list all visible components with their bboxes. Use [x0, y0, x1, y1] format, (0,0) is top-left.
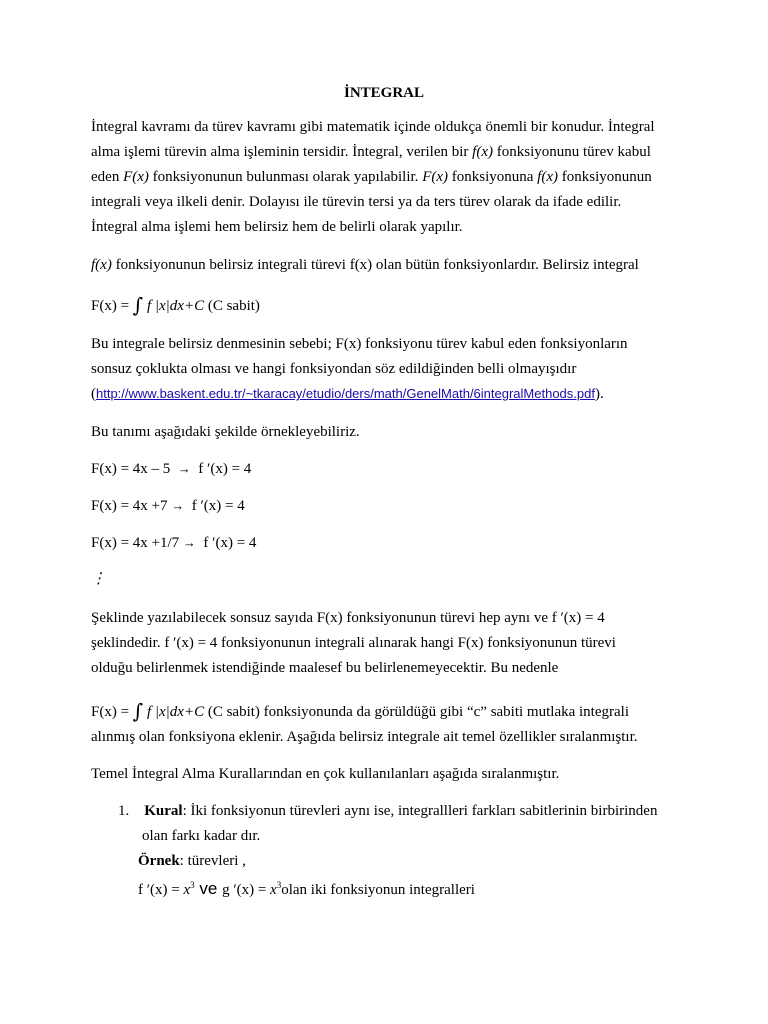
page-title: İNTEGRAL — [343, 85, 425, 101]
paragraph-1-line-2: alma işlemi türevin alma işleminin tersidir. İntegral, verilen bir f(x) fonksiyonunu türev kabul — [91, 144, 651, 160]
list-number: 1. — [118, 803, 130, 819]
paragraph-1-line-4: integrali veya ilkeli denir. Dolayısı ile türevin tersi ya da ters türev olarak da ifade edilir. — [91, 194, 622, 210]
example-line-2: F(x) = 4x +7 → f ′(x) = 4 — [91, 498, 245, 514]
paragraph-4: Bu tanımı aşağıdaki şekilde örnekleyebiliriz. — [91, 424, 360, 440]
example-line-1: F(x) = 4x – 5 → f ′(x) = 4 — [91, 461, 252, 477]
ellipsis-dots: ⋮ — [91, 571, 106, 587]
arrow-icon: → — [171, 498, 185, 513]
paragraph-3-line-2: sonsuz çoklukta olması ve hangi fonksiyondan söz edildiğinden belli olmayışıdır — [91, 361, 577, 377]
integral-sign-icon: ∫ — [132, 293, 144, 317]
rule-1-example-formula: f $'(x) = x^3$ ve g $'(x) = x^3olan$ iki fonksiyonun integralleri — [138, 879, 475, 898]
paragraph-5-line-2: şeklindedir. f ′(x) = 4 fonksiyonunun integrali alınarak hangi F(x) fonksiyonunun türevi — [91, 635, 616, 651]
paragraph-3-line-1: Bu integrale belirsiz denmesinin sebebi; F(x) fonksiyonu türev kabul eden fonksiyonların — [91, 336, 628, 352]
paragraph-6: alınmış olan fonksiyona eklenir. Aşağıda belirsiz integrale ait temel özellikler sıralanmıştır. — [91, 729, 638, 745]
reference-link[interactable]: http://www.baskent.edu.tr/~tkaracay/etudio/ders/math/GenelMath/6integralMethods.pdf — [96, 386, 595, 401]
formula-constant-c: F(x) = ∫ f |x|dx+C (C sabit) fonksiyonunda da görüldüğü gibi “c” sabiti mutlaka integrali — [91, 699, 629, 723]
paragraph-7: Temel İntegral Alma Kurallarından en çok kullanılanları aşağıda sıralanmıştır. — [91, 766, 560, 782]
paragraph-5-line-3: olduğu belirlenmek istendiğinde maalesef bu belirlenemeyecektir. Bu nedenle — [91, 660, 559, 676]
arrow-icon: → — [182, 535, 196, 550]
paragraph-3-line-3: (http://www.baskent.edu.tr/~tkaracay/etudio/ders/math/GenelMath/6integralMethods.pdf). — [91, 386, 604, 402]
paragraph-1-line-3: eden F(x) fonksiyonunun bulunması olarak yapılabilir. F(x) fonksiyonuna f(x) fonksiyonunun — [91, 169, 652, 185]
rule-1-line-2: olan farkı kadar dır. — [142, 828, 261, 844]
paragraph-5-line-1: Şeklinde yazılabilecek sonsuz sayıda F(x) fonksiyonunun türevi hep aynı ve f ′(x) = 4 — [91, 610, 605, 626]
rule-1-example-label: Örnek: türevleri , — [138, 853, 246, 869]
paragraph-1-line-5: İntegral alma işlemi hem belirsiz hem de belirli olarak yapılır. — [91, 219, 463, 235]
rule-1-line-1: 1. Kural: İki fonksiyonun türevleri aynı ise, integrallleri farkları sabitlerinin birbirinden — [118, 803, 658, 819]
example-line-3: F(x) = 4x +1/7 → f ′(x) = 4 — [91, 535, 257, 551]
paragraph-2: f(x) fonksiyonunun belirsiz integrali türevi f(x) olan bütün fonksiyonlardır. Belirsiz integral — [91, 257, 639, 273]
integral-sign-icon: ∫ — [132, 699, 144, 723]
paragraph-1-line-1: İntegral kavramı da türev kavramı gibi matematik içinde oldukça önemli bir konudur. İntegral — [91, 119, 655, 135]
formula-indefinite-integral: F(x) = ∫ f |x|dx+C (C sabit) — [91, 293, 260, 317]
arrow-icon: → — [177, 461, 191, 476]
